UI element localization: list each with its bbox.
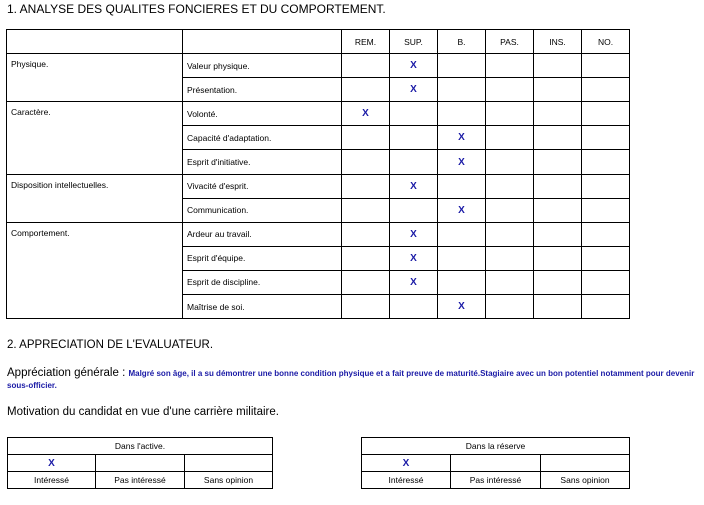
quality-cell: Vivacité d'esprit. <box>183 174 342 198</box>
rating-mark: X <box>410 228 417 240</box>
rating-cell[interactable] <box>342 126 390 150</box>
quality-cell: Esprit d'initiative. <box>183 150 342 174</box>
rating-cell[interactable] <box>390 222 438 246</box>
quality-cell: Esprit de discipline. <box>183 270 342 294</box>
appreciation-label: Appréciation générale : <box>7 367 129 379</box>
active-choice-pas-interesse[interactable] <box>96 455 185 472</box>
category-cell: Physique. <box>7 54 183 102</box>
rating-cell[interactable] <box>534 270 582 294</box>
category-cell: Caractère. <box>7 102 183 174</box>
reserve-choice-pas-interesse[interactable] <box>451 455 541 472</box>
rating-mark: X <box>410 276 417 288</box>
category-cell: Comportement. <box>7 222 183 318</box>
rating-cell[interactable] <box>342 78 390 102</box>
header-blank <box>7 30 183 54</box>
rating-cell[interactable] <box>486 126 534 150</box>
reserve-option-label: Pas intéressé <box>451 472 541 489</box>
header-blank <box>183 30 342 54</box>
rating-column-header: PAS. <box>486 30 534 54</box>
rating-cell[interactable] <box>486 54 534 78</box>
quality-cell: Capacité d'adaptation. <box>183 126 342 150</box>
reserve-header: Dans la réserve <box>362 438 630 455</box>
table-header-row <box>7 30 630 54</box>
active-choice-sans-opinion[interactable] <box>185 455 273 472</box>
rating-cell[interactable] <box>390 295 438 319</box>
rating-cell[interactable] <box>390 198 438 222</box>
rating-cell[interactable] <box>390 174 438 198</box>
rating-mark: X <box>410 60 417 72</box>
rating-cell[interactable] <box>582 150 630 174</box>
rating-cell[interactable] <box>438 126 486 150</box>
rating-cell[interactable] <box>438 198 486 222</box>
rating-cell[interactable] <box>534 78 582 102</box>
quality-cell: Valeur physique. <box>183 54 342 78</box>
section1-title: 1. ANALYSE DES QUALITES FONCIERES ET DU COMPORTEMENT. <box>7 2 386 16</box>
rating-mark: X <box>458 132 465 144</box>
rating-cell[interactable] <box>582 198 630 222</box>
appreciation <box>7 367 699 391</box>
rating-cell[interactable] <box>390 78 438 102</box>
rating-cell[interactable] <box>438 174 486 198</box>
rating-cell[interactable] <box>486 102 534 126</box>
rating-cell[interactable] <box>438 102 486 126</box>
rating-mark: X <box>458 204 465 216</box>
section2-title: 2. APPRECIATION DE L'EVALUATEUR. <box>7 339 214 351</box>
active-choice-interesse[interactable] <box>8 455 96 472</box>
rating-cell[interactable] <box>438 150 486 174</box>
rating-cell[interactable] <box>390 54 438 78</box>
rating-cell[interactable] <box>438 222 486 246</box>
rating-cell[interactable] <box>486 222 534 246</box>
table-row <box>7 102 630 126</box>
rating-cell[interactable] <box>390 126 438 150</box>
rating-column-header: NO. <box>582 30 630 54</box>
rating-column-header: INS. <box>534 30 582 54</box>
active-table <box>7 437 273 489</box>
rating-cell[interactable] <box>486 198 534 222</box>
rating-cell[interactable] <box>342 150 390 174</box>
reserve-option-label: Sans opinion <box>541 472 630 489</box>
rating-cell[interactable] <box>390 270 438 294</box>
quality-cell: Présentation. <box>183 78 342 102</box>
rating-cell[interactable] <box>534 102 582 126</box>
reserve-option-label: Intéressé <box>362 472 451 489</box>
rating-cell[interactable] <box>534 222 582 246</box>
quality-cell: Volonté. <box>183 102 342 126</box>
rating-cell[interactable] <box>582 102 630 126</box>
quality-cell: Maîtrise de soi. <box>183 295 342 319</box>
category-cell: Disposition intellectuelles. <box>7 174 183 222</box>
active-option-label: Sans opinion <box>185 472 273 489</box>
rating-column-header: SUP. <box>390 30 438 54</box>
rating-cell[interactable] <box>342 174 390 198</box>
rating-mark: X <box>458 156 465 168</box>
rating-cell[interactable] <box>390 150 438 174</box>
motivation-label: Motivation du candidat en vue d'une carrière militaire. <box>7 406 279 418</box>
rating-cell[interactable] <box>342 270 390 294</box>
rating-cell[interactable] <box>342 102 390 126</box>
rating-cell[interactable] <box>438 295 486 319</box>
quality-cell: Esprit d'équipe. <box>183 246 342 270</box>
rating-mark: X <box>410 180 417 192</box>
rating-column-header: B. <box>438 30 486 54</box>
appreciation-text: Malgré son âge, il a su démontrer une bonne condition physique et a fait preuve de maturité.Stagiaire avec un bon potentiel notamment pour devenir sous-officier. <box>7 369 695 390</box>
rating-cell[interactable] <box>486 246 534 270</box>
rating-cell[interactable] <box>582 78 630 102</box>
rating-cell[interactable] <box>390 246 438 270</box>
rating-cell[interactable] <box>438 246 486 270</box>
table-row <box>7 54 630 78</box>
rating-cell[interactable] <box>486 78 534 102</box>
rating-cell[interactable] <box>438 270 486 294</box>
rating-cell[interactable] <box>534 174 582 198</box>
rating-mark: X <box>410 84 417 96</box>
rating-mark: X <box>362 108 369 120</box>
active-header: Dans l'active. <box>8 438 273 455</box>
rating-cell[interactable] <box>582 174 630 198</box>
rating-cell[interactable] <box>342 198 390 222</box>
reserve-choice-sans-opinion[interactable] <box>541 455 630 472</box>
rating-cell[interactable] <box>534 126 582 150</box>
rating-cell[interactable] <box>534 198 582 222</box>
rating-cell[interactable] <box>438 78 486 102</box>
rating-cell[interactable] <box>534 295 582 319</box>
active-option-label: Intéressé <box>8 472 96 489</box>
table-row <box>7 222 630 246</box>
rating-cell[interactable] <box>342 54 390 78</box>
rating-cell[interactable] <box>486 270 534 294</box>
rating-cell[interactable] <box>486 150 534 174</box>
rating-cell[interactable] <box>582 246 630 270</box>
qualities-table <box>6 29 630 319</box>
rating-cell[interactable] <box>342 222 390 246</box>
quality-cell: Communication. <box>183 198 342 222</box>
rating-cell[interactable] <box>582 126 630 150</box>
rating-cell[interactable] <box>582 270 630 294</box>
rating-mark: X <box>410 252 417 264</box>
rating-cell[interactable] <box>534 246 582 270</box>
reserve-mark-0: X <box>402 457 410 469</box>
rating-column-header: REM. <box>342 30 390 54</box>
rating-cell[interactable] <box>486 174 534 198</box>
rating-cell[interactable] <box>534 150 582 174</box>
rating-cell[interactable] <box>342 246 390 270</box>
quality-cell: Ardeur au travail. <box>183 222 342 246</box>
rating-cell[interactable] <box>486 295 534 319</box>
table-row <box>7 174 630 198</box>
rating-cell[interactable] <box>582 295 630 319</box>
rating-cell[interactable] <box>390 102 438 126</box>
active-mark-0: X <box>48 457 55 469</box>
rating-cell[interactable] <box>438 54 486 78</box>
rating-mark: X <box>458 301 465 313</box>
active-option-label: Pas intéressé <box>96 472 185 489</box>
reserve-choice-interesse[interactable] <box>362 455 451 472</box>
rating-cell[interactable] <box>582 54 630 78</box>
rating-cell[interactable] <box>342 295 390 319</box>
reserve-table <box>361 437 630 489</box>
rating-cell[interactable] <box>582 222 630 246</box>
rating-cell[interactable] <box>534 54 582 78</box>
